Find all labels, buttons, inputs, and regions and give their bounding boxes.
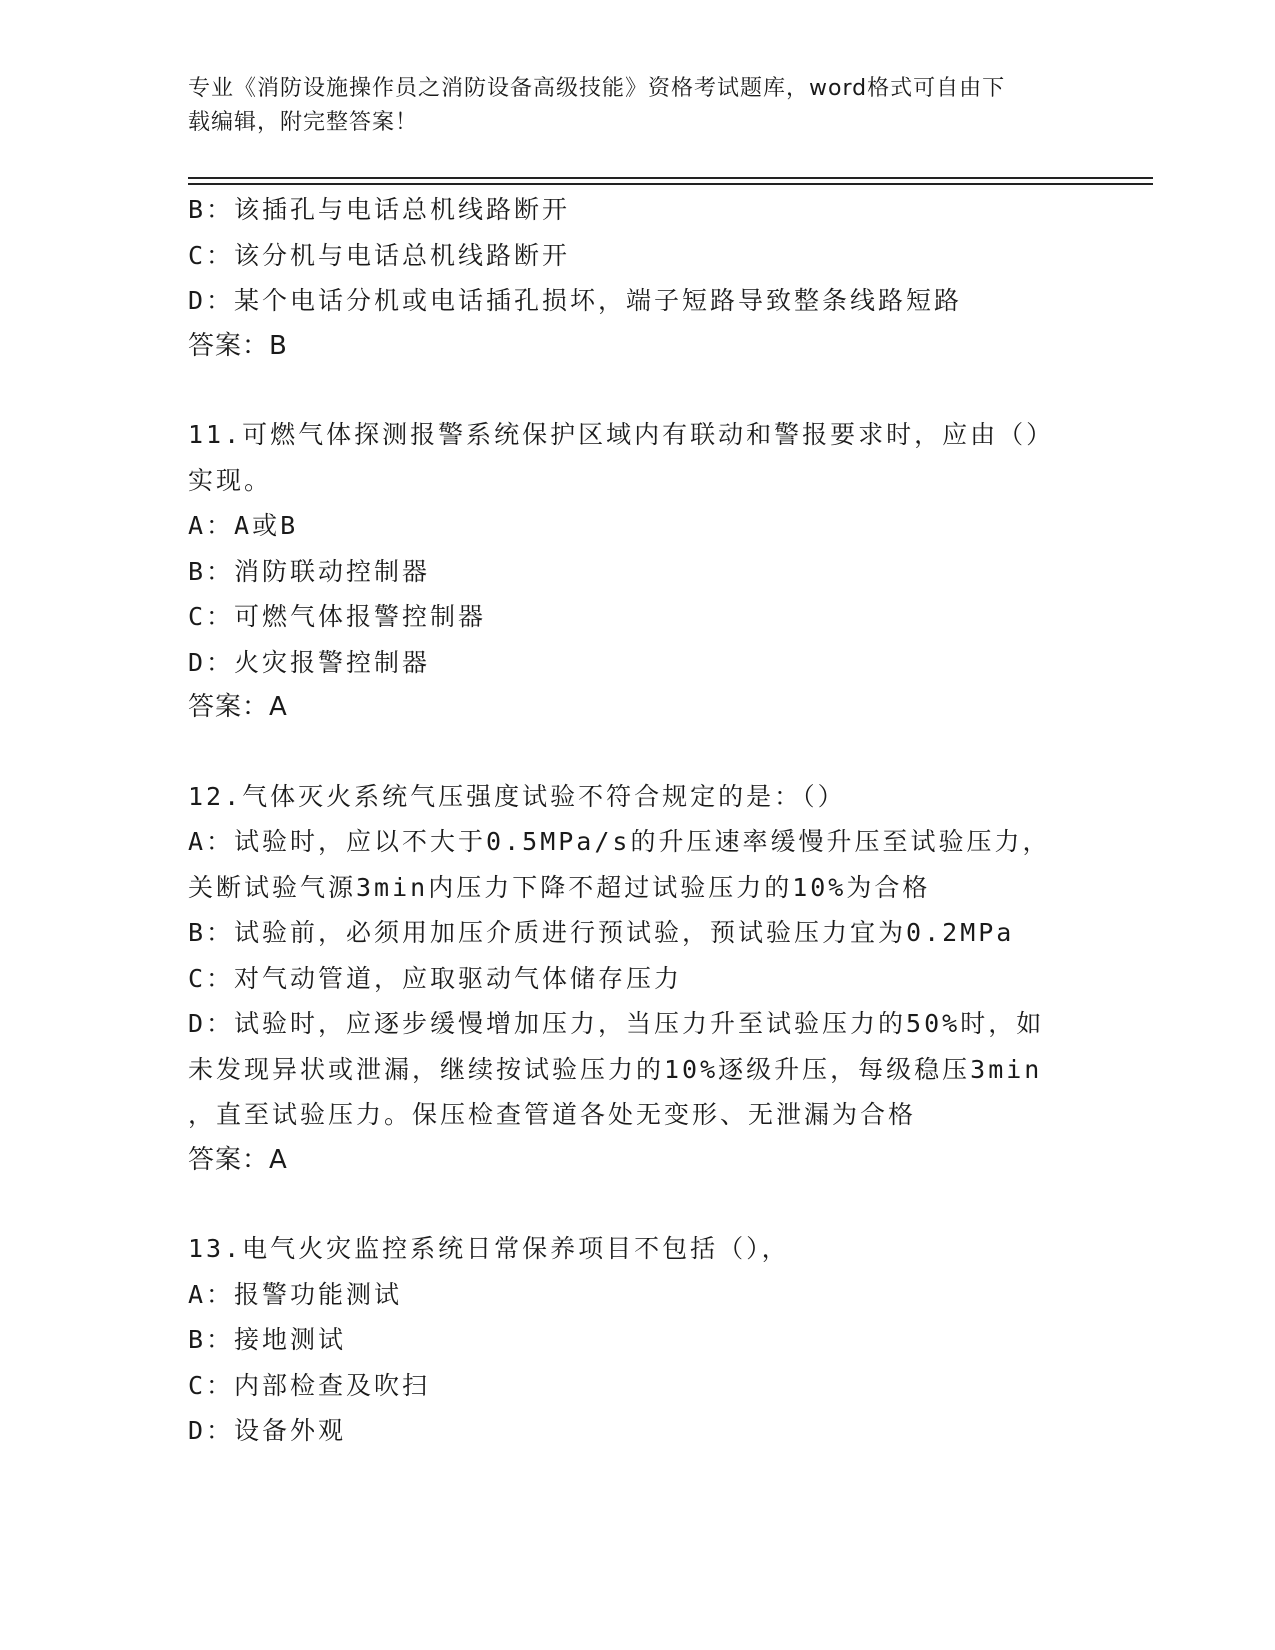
option-a: A：A或B xyxy=(188,511,299,540)
option-b: B：消防联动控制器 xyxy=(188,556,431,586)
document-header xyxy=(188,72,1068,140)
option-a-cont: 关断试验气源3min内压力下降不超过试验压力的10%为合格 xyxy=(188,872,931,902)
question-12 xyxy=(188,774,1088,1184)
option-a: A：报警功能测试 xyxy=(188,1279,403,1309)
option-d-cont: 未发现异状或泄漏，继续按试验压力的10%逐级升压，每级稳压3min xyxy=(188,1054,1043,1084)
question-stem: 13.电气火灾监控系统日常保养项目不包括（）， xyxy=(188,1234,790,1263)
question-stem: 12.气体灭火系统气压强度试验不符合规定的是：（） xyxy=(188,781,846,811)
option-c: C：对气动管道，应取驱动气体储存压力 xyxy=(188,963,683,993)
question-list xyxy=(188,187,1088,1454)
option-c: C：可燃气体报警控制器 xyxy=(188,602,487,631)
option-d: D：某个电话分机或电话插孔损坏，端子短路导致整条线路短路 xyxy=(188,286,963,315)
option-d: D：试验时，应逐步缓慢增加压力，当压力升至试验压力的50%时，如 xyxy=(188,1009,1045,1038)
option-d: D：火灾报警控制器 xyxy=(188,647,431,677)
answer: 答案：B xyxy=(188,330,288,361)
option-b: B：接地测试 xyxy=(188,1325,347,1354)
header-rule-bottom xyxy=(188,183,1153,185)
header-line-1: 专业《消防设施操作员之消防设备高级技能》资格考试题库，word格式可自由下 xyxy=(188,76,1006,101)
question-11 xyxy=(188,412,1088,731)
answer: 答案：A xyxy=(188,1144,288,1175)
option-a: A：试验时，应以不大于0.5MPa/s的升压速率缓慢升压至试验压力， xyxy=(188,827,1051,856)
option-b: B：试验前，必须用加压介质进行预试验，预试验压力宜为0.2MPa xyxy=(188,918,1015,947)
question-13 xyxy=(188,1226,1088,1454)
question-10 xyxy=(188,187,1088,369)
option-c: C：该分机与电话总机线路断开 xyxy=(188,240,571,270)
header-rule-top xyxy=(188,177,1153,179)
answer: 答案：A xyxy=(188,692,288,722)
option-c: C：内部检查及吹扫 xyxy=(188,1370,431,1400)
question-stem: 11.可燃气体探测报警系统保护区域内有联动和警报要求时，应由（） xyxy=(188,420,1055,449)
option-d: D：设备外观 xyxy=(188,1416,347,1445)
option-b: B：该插孔与电话总机线路断开 xyxy=(188,195,571,224)
option-d-cont-2: ，直至试验压力。保压检查管道各处无变形、无泄漏为合格 xyxy=(188,1100,917,1129)
header-line-2: 载编辑，附完整答案！ xyxy=(188,110,419,135)
question-stem-cont: 实现。 xyxy=(188,465,273,495)
